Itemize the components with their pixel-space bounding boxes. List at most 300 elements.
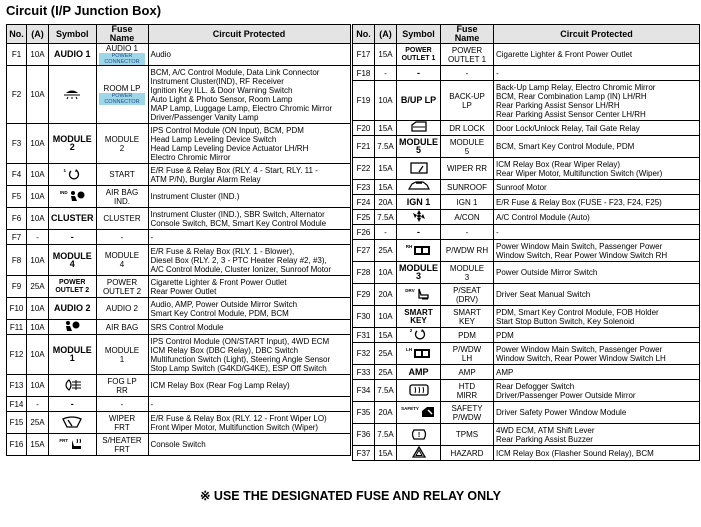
symbol-label: AUDIO 1 bbox=[53, 49, 91, 59]
fuse-name-line: ROOM LP bbox=[103, 84, 141, 93]
fuse-row bbox=[7, 320, 351, 335]
fuse-name-line: MODULE bbox=[104, 345, 140, 355]
fuse-amperage: 10A bbox=[27, 44, 49, 66]
circuit-line: Window Switch, Rear Power Window Switch LH bbox=[496, 353, 666, 363]
symbol-caption: 2 bbox=[409, 328, 413, 333]
fuse-row bbox=[353, 240, 700, 262]
circuit-protected bbox=[494, 210, 700, 225]
circuit-protected bbox=[494, 225, 700, 240]
fuse-name bbox=[441, 240, 494, 262]
fuse-symbol bbox=[49, 208, 97, 230]
circuit-protected bbox=[148, 335, 350, 375]
fuse-amperage: 15A bbox=[27, 434, 49, 456]
fuse-name bbox=[96, 245, 148, 276]
fuse-name bbox=[441, 121, 494, 136]
fuse-row bbox=[7, 335, 351, 375]
fuse-name bbox=[441, 328, 494, 343]
circuit-protected bbox=[148, 320, 350, 335]
fuse-name-line: AIR BAG bbox=[105, 322, 139, 332]
fuse-symbol bbox=[397, 328, 441, 343]
symbol-label: MODULE 4 bbox=[52, 250, 92, 269]
fuse-name bbox=[441, 446, 494, 461]
fuse-number: F33 bbox=[353, 365, 375, 380]
circuit-protected bbox=[494, 328, 700, 343]
circuit-protected bbox=[148, 245, 350, 276]
fuse-name-line: 1 bbox=[119, 354, 125, 364]
circuit-line: Cigarette Lighter & Front Power Outlet bbox=[496, 50, 633, 59]
fuse-table-right bbox=[352, 24, 700, 461]
fuse-name-line: 2 bbox=[119, 143, 125, 153]
fuse-name-line: TPMS bbox=[455, 430, 479, 439]
circuit-line: Power Window Main Switch, Passenger Power bbox=[496, 241, 663, 251]
circuit-protected bbox=[148, 186, 350, 208]
circuit-line: Start Stop Button Switch, Key Solenoid bbox=[496, 316, 635, 326]
fuse-symbol bbox=[49, 335, 97, 375]
fuse-number: F30 bbox=[353, 306, 375, 328]
fuse-amperage: 15A bbox=[375, 446, 397, 461]
fuse-amperage: 7.5A bbox=[375, 210, 397, 225]
circuit-line: IPS Control Module (ON Input), BCM, PDM bbox=[150, 125, 304, 135]
fuse-number: F16 bbox=[7, 434, 27, 456]
fuse-table-left bbox=[6, 24, 351, 456]
fuse-name-line: LP bbox=[462, 100, 472, 110]
fuse-symbol bbox=[397, 66, 441, 81]
fuse-name bbox=[96, 298, 148, 320]
fuse-name bbox=[96, 276, 148, 298]
symbol-label: - bbox=[417, 67, 420, 78]
page-title: Circuit (I/P Junction Box) bbox=[6, 3, 162, 18]
circuit-line: Front Wiper Motor, Multifunction Switch (Wiper) bbox=[150, 422, 319, 432]
fuse-number: F18 bbox=[353, 66, 375, 81]
circuit-line: - bbox=[496, 68, 499, 78]
col-header-no: No. bbox=[7, 25, 27, 44]
fuse-row bbox=[353, 158, 700, 180]
seat-heater-icon bbox=[69, 438, 85, 452]
fuse-symbol bbox=[49, 245, 97, 276]
fuse-name-line: - bbox=[120, 232, 124, 242]
fuse-name bbox=[441, 44, 494, 66]
fuse-number: F5 bbox=[7, 186, 27, 208]
fuse-number: F8 bbox=[7, 245, 27, 276]
fuse-number: F20 bbox=[353, 121, 375, 136]
fuse-row bbox=[7, 164, 351, 186]
circuit-line: ICM Relay Box (DBC Relay), DBC Switch bbox=[150, 345, 299, 355]
fuse-symbol bbox=[49, 124, 97, 164]
rear-wiper-icon bbox=[409, 162, 429, 176]
fuse-name-line: POWER bbox=[106, 277, 138, 287]
fuse-number: F32 bbox=[353, 343, 375, 365]
fuse-amperage: 10A bbox=[27, 66, 49, 124]
airbag-icon bbox=[69, 190, 85, 204]
circuit-line: Power Window Main Switch, Passenger Power bbox=[496, 344, 663, 354]
symbol-label: - bbox=[417, 226, 420, 237]
fuse-row bbox=[353, 284, 700, 306]
symbol-label: SMART KEY bbox=[404, 307, 433, 325]
circuit-line: BCM, A/C Control Module, Data Link Connector bbox=[150, 67, 320, 77]
fuse-amperage: 15A bbox=[375, 158, 397, 180]
circuit-protected bbox=[494, 380, 700, 402]
fuse-name-line: 5 bbox=[464, 146, 470, 156]
fuse-name bbox=[441, 66, 494, 81]
fuse-name bbox=[441, 180, 494, 195]
fuse-symbol bbox=[397, 262, 441, 284]
fuse-amperage: 10A bbox=[27, 164, 49, 186]
fuse-row bbox=[353, 180, 700, 195]
fuse-symbol bbox=[49, 298, 97, 320]
fuse-symbol bbox=[49, 320, 97, 335]
col-header-amp: (A) bbox=[375, 25, 397, 44]
power-connector-badge: POWER CONNECTOR bbox=[99, 93, 145, 105]
circuit-line: - bbox=[150, 232, 154, 242]
circuit-protected bbox=[494, 240, 700, 262]
circuit-protected bbox=[494, 158, 700, 180]
fuse-name bbox=[441, 195, 494, 210]
fuse-row bbox=[353, 210, 700, 225]
circuit-protected bbox=[148, 397, 350, 412]
symbol-caption: DRV bbox=[405, 287, 415, 293]
power-window-icon bbox=[413, 244, 431, 258]
fuse-number: F11 bbox=[7, 320, 27, 335]
start-key-icon bbox=[413, 328, 427, 342]
fuse-name-line: P/WDW RH bbox=[445, 246, 489, 255]
circuit-line: BCM, Smart Key Control Module, PDM bbox=[496, 142, 635, 151]
symbol-label: MODULE 1 bbox=[52, 345, 92, 363]
fuse-name-line: MODULE bbox=[104, 251, 140, 260]
circuit-line: - bbox=[496, 227, 499, 237]
fuse-row bbox=[353, 136, 700, 158]
fuse-name bbox=[441, 380, 494, 402]
fuse-name-line: P/WDW bbox=[452, 344, 482, 354]
fuse-name-line: SUNROOF bbox=[447, 182, 487, 192]
fuse-amperage: 10A bbox=[27, 320, 49, 335]
fuse-name bbox=[441, 81, 494, 121]
fuse-amperage: 10A bbox=[27, 335, 49, 375]
fuse-amperage: 20A bbox=[375, 284, 397, 306]
fuse-name-line: KEY bbox=[458, 316, 475, 326]
tpms-icon bbox=[410, 428, 428, 442]
circuit-protected bbox=[494, 121, 700, 136]
fuse-row bbox=[7, 66, 351, 124]
fuse-number: F2 bbox=[7, 66, 27, 124]
circuit-line: E/R Fuse & Relay Box (RLY. 12 - Front Wiper LO) bbox=[150, 413, 327, 423]
fuse-symbol bbox=[49, 186, 97, 208]
symbol-label: MODULE 2 bbox=[52, 134, 92, 152]
fuse-symbol bbox=[397, 180, 441, 195]
fuse-row bbox=[7, 44, 351, 66]
fuse-amperage: 7.5A bbox=[375, 424, 397, 446]
circuit-line: E/R Fuse & Relay Box (RLY. 1 - Blower), bbox=[150, 246, 295, 256]
fuse-name-line: OUTLET 2 bbox=[102, 286, 142, 296]
circuit-line: Console Switch, BCM, Smart Key Control Module bbox=[150, 218, 327, 228]
symbol-label: - bbox=[70, 231, 74, 242]
fuse-symbol bbox=[397, 121, 441, 136]
fuse-number: F13 bbox=[7, 375, 27, 397]
fuse-name bbox=[441, 343, 494, 365]
designated-fuse-notice: ※ USE THE DESIGNATED FUSE AND RELAY ONLY bbox=[199, 489, 502, 503]
fuse-name-line: IGN 1 bbox=[456, 197, 478, 207]
circuit-protected bbox=[494, 446, 700, 461]
fuse-name-line: MODULE bbox=[449, 263, 485, 273]
circuit-line: Head Lamp Leveling Device Actuator LH/RH bbox=[150, 143, 309, 153]
fuse-name bbox=[441, 158, 494, 180]
fuse-number: F36 bbox=[353, 424, 375, 446]
symbol-caption: LH bbox=[406, 346, 412, 352]
circuit-line: Rear Wiper Motor, Multifunction Switch (Wiper) bbox=[496, 168, 663, 178]
circuit-line: PDM bbox=[496, 330, 514, 340]
door-lock-icon bbox=[410, 121, 428, 135]
fuse-name-line: RR bbox=[116, 385, 128, 395]
circuit-protected bbox=[494, 343, 700, 365]
fuse-symbol bbox=[397, 306, 441, 328]
circuit-line: SRS Control Module bbox=[150, 322, 224, 332]
circuit-protected bbox=[494, 44, 700, 66]
fuse-name-line: P/SEAT bbox=[453, 285, 481, 295]
symbol-label: - bbox=[70, 398, 74, 409]
fuse-row bbox=[353, 424, 700, 446]
fuse-number: F35 bbox=[353, 402, 375, 424]
circuit-protected bbox=[494, 195, 700, 210]
fuse-name-line: OUTLET 1 bbox=[447, 54, 487, 64]
fuse-name bbox=[441, 262, 494, 284]
fuse-name-line: FRT bbox=[114, 422, 130, 432]
fuse-row bbox=[7, 186, 351, 208]
hazard-icon bbox=[412, 446, 426, 460]
fuse-number: F19 bbox=[353, 81, 375, 121]
circuit-line: Rear Parking Assist Buzzer bbox=[496, 434, 593, 444]
svg-text:!: ! bbox=[417, 431, 420, 439]
circuit-line: ATM P/N), Burglar Alarm Relay bbox=[150, 174, 261, 184]
sunroof-icon bbox=[408, 180, 430, 194]
circuit-protected bbox=[148, 412, 350, 434]
circuit-protected bbox=[494, 262, 700, 284]
fuse-number: F22 bbox=[353, 158, 375, 180]
circuit-line: MAP Lamp, Luggage Lamp, Electro Chromic Mirror bbox=[150, 103, 333, 113]
circuit-line: Driver/Passenger Power Outside Mirror bbox=[496, 390, 636, 400]
fuse-name bbox=[96, 320, 148, 335]
fuse-number: F14 bbox=[7, 397, 27, 412]
circuit-line: A/C Control Module (Auto) bbox=[496, 212, 590, 222]
fuse-symbol bbox=[49, 44, 97, 66]
col-header-circuit: Circuit Protected bbox=[494, 25, 700, 44]
fuse-number: F29 bbox=[353, 284, 375, 306]
airbag-icon bbox=[64, 320, 80, 334]
fuse-name-line: P/WDW bbox=[452, 412, 482, 422]
fuse-amperage: 10A bbox=[27, 186, 49, 208]
fuse-amperage: 25A bbox=[375, 365, 397, 380]
fuse-name-line: - bbox=[120, 399, 124, 409]
fuse-row bbox=[353, 343, 700, 365]
circuit-protected bbox=[494, 66, 700, 81]
fuse-row bbox=[7, 124, 351, 164]
fuse-amperage: 10A bbox=[27, 375, 49, 397]
symbol-caption: RH bbox=[405, 243, 413, 249]
symbol-caption: SAFETY bbox=[401, 405, 419, 411]
circuit-line: Head Lamp Leveling Device Switch bbox=[150, 134, 277, 144]
fuse-name-line: HAZARD bbox=[450, 448, 484, 458]
symbol-label: CLUSTER bbox=[51, 213, 94, 223]
fuse-number: F24 bbox=[353, 195, 375, 210]
fuse-name-line: LH bbox=[461, 353, 473, 363]
circuit-line: E/R Fuse & Relay Box (RLY. 4 - Start, RLY. 11 - bbox=[150, 165, 318, 175]
circuit-line: Multifunction Switch (Light), Steering Angle Sensor bbox=[150, 354, 331, 364]
fuse-symbol bbox=[397, 210, 441, 225]
fuse-row bbox=[353, 262, 700, 284]
fuse-symbol bbox=[397, 158, 441, 180]
fuse-symbol bbox=[49, 230, 97, 245]
fuse-amperage: - bbox=[27, 230, 49, 245]
fuse-number: F21 bbox=[353, 136, 375, 158]
fuse-name bbox=[441, 424, 494, 446]
fuse-name-line: AIR BAG bbox=[105, 187, 139, 197]
fuse-symbol bbox=[397, 446, 441, 461]
circuit-protected bbox=[148, 375, 350, 397]
circuit-protected bbox=[494, 284, 700, 306]
fuse-name-line: PDM bbox=[458, 330, 476, 340]
fuse-name-line: START bbox=[109, 170, 135, 179]
fuse-symbol bbox=[397, 380, 441, 402]
fuse-name-line: SAFETY bbox=[451, 403, 483, 413]
circuit-line: Audio, AMP, Power Outside Mirror Switch bbox=[150, 299, 298, 309]
fuse-symbol bbox=[49, 375, 97, 397]
fuse-amperage: 10A bbox=[375, 81, 397, 121]
circuit-protected bbox=[494, 306, 700, 328]
fuse-name-line: - bbox=[465, 68, 469, 78]
circuit-protected bbox=[148, 66, 350, 124]
symbol-label: AMP bbox=[408, 366, 429, 377]
wiper-icon bbox=[61, 416, 83, 430]
circuit-protected bbox=[148, 44, 350, 66]
fuse-row bbox=[353, 380, 700, 402]
fuse-amperage: - bbox=[375, 225, 397, 240]
fuse-amperage: 10A bbox=[27, 124, 49, 164]
circuit-line: Ignition Key ILL. & Door Warning Switch bbox=[150, 85, 293, 95]
fuse-name bbox=[96, 397, 148, 412]
fuse-name bbox=[441, 136, 494, 158]
fuse-symbol bbox=[49, 397, 97, 412]
fuse-amperage: - bbox=[375, 66, 397, 81]
circuit-protected bbox=[494, 81, 700, 121]
fuse-symbol bbox=[397, 136, 441, 158]
circuit-line: Smart Key Control Module, PDM, BCM bbox=[150, 308, 289, 318]
circuit-line: - bbox=[150, 399, 154, 409]
circuit-line: Cigarette Lighter & Front Power Outlet bbox=[150, 277, 287, 287]
fuse-number: F27 bbox=[353, 240, 375, 262]
circuit-line: Rear Parking Assist Sensor Center LH/RH bbox=[496, 109, 646, 119]
fuse-name-line: BACK-UP bbox=[449, 91, 485, 101]
circuit-protected bbox=[148, 276, 350, 298]
fuse-row bbox=[353, 365, 700, 380]
circuit-protected bbox=[494, 402, 700, 424]
circuit-protected bbox=[494, 424, 700, 446]
fuse-name-line: WIPER RR bbox=[447, 164, 487, 173]
circuit-line: Diesel Box (RLY. 2, 3 - PTC Heater Relay #2, #3), bbox=[150, 255, 327, 265]
circuit-line: Electro Chromic Mirror bbox=[150, 152, 231, 162]
fuse-symbol bbox=[49, 412, 97, 434]
fuse-amperage: 10A bbox=[375, 262, 397, 284]
circuit-line: ICM Relay Box (Rear Fog Lamp Relay) bbox=[150, 381, 290, 390]
fuse-amperage: 10A bbox=[27, 298, 49, 320]
fuse-number: F12 bbox=[7, 335, 27, 375]
circuit-protected bbox=[148, 124, 350, 164]
circuit-line: A/C Control Module, Cluster Ionizer, Sunroof Motor bbox=[150, 264, 332, 274]
fuse-symbol bbox=[397, 44, 441, 66]
circuit-protected bbox=[148, 208, 350, 230]
fuse-row bbox=[7, 434, 351, 456]
circuit-protected bbox=[494, 365, 700, 380]
circuit-line: Instrument Cluster (IND.), SBR Switch, Alternator bbox=[150, 209, 325, 219]
fuse-symbol bbox=[49, 276, 97, 298]
fuse-row bbox=[353, 66, 700, 81]
power-connector-badge: POWER CONNECTOR bbox=[99, 53, 145, 65]
circuit-line: E/R Fuse & Relay Box (FUSE - F23, F24, F25) bbox=[496, 197, 662, 207]
power-window-icon bbox=[413, 347, 431, 361]
circuit-line: ICM Relay Box (Rear Wiper Relay) bbox=[496, 159, 621, 169]
fuse-name bbox=[96, 66, 148, 124]
fuse-name bbox=[96, 434, 148, 456]
circuit-line: Rear Power Outlet bbox=[150, 286, 217, 296]
fuse-row bbox=[7, 375, 351, 397]
rear-defogger-icon bbox=[409, 384, 429, 398]
fuse-number: F37 bbox=[353, 446, 375, 461]
circuit-protected bbox=[494, 136, 700, 158]
circuit-protected bbox=[148, 230, 350, 245]
start-key-icon bbox=[67, 168, 81, 182]
fuse-row bbox=[7, 298, 351, 320]
fuse-amperage: 25A bbox=[375, 343, 397, 365]
col-header-no: No. bbox=[353, 25, 375, 44]
fuse-name-line: A/CON bbox=[454, 212, 480, 222]
fuse-name bbox=[96, 44, 148, 66]
fuse-amperage: 10A bbox=[27, 208, 49, 230]
fuse-amperage: 20A bbox=[375, 402, 397, 424]
fuse-name bbox=[96, 208, 148, 230]
fuse-amperage: 25A bbox=[27, 276, 49, 298]
fuse-symbol bbox=[397, 343, 441, 365]
fuse-name bbox=[441, 284, 494, 306]
fuse-name-line: SMART bbox=[453, 307, 481, 317]
room-lamp-icon bbox=[62, 88, 82, 102]
fuse-row bbox=[7, 245, 351, 276]
fuse-name bbox=[441, 210, 494, 225]
col-header-fuse-name: Fuse Name bbox=[96, 25, 148, 44]
fuse-name-line: CLUSTER bbox=[103, 214, 141, 223]
circuit-line: Driver Seat Manual Switch bbox=[496, 290, 591, 299]
fuse-number: F26 bbox=[353, 225, 375, 240]
symbol-caption: IND bbox=[59, 189, 68, 195]
fuse-name bbox=[96, 375, 148, 397]
fuse-row bbox=[7, 230, 351, 245]
fuse-symbol bbox=[397, 365, 441, 380]
safety-window-icon bbox=[420, 406, 436, 420]
fuse-number: F31 bbox=[353, 328, 375, 343]
fuse-row bbox=[353, 81, 700, 121]
symbol-label: POWER OUTLET 2 bbox=[55, 278, 90, 294]
circuit-line: AMP bbox=[496, 367, 514, 377]
fuse-name-line: (DRV) bbox=[455, 294, 479, 304]
fuse-name bbox=[96, 230, 148, 245]
fuse-row bbox=[353, 195, 700, 210]
symbol-caption: 1 bbox=[63, 167, 66, 173]
fuse-number: F9 bbox=[7, 276, 27, 298]
fuse-symbol bbox=[397, 195, 441, 210]
circuit-line: Sunroof Motor bbox=[496, 182, 547, 192]
fuse-name bbox=[96, 412, 148, 434]
circuit-protected bbox=[148, 298, 350, 320]
fuse-amperage: 15A bbox=[375, 44, 397, 66]
fuse-name bbox=[441, 365, 494, 380]
col-header-amp: (A) bbox=[27, 25, 49, 44]
fuse-row bbox=[7, 208, 351, 230]
